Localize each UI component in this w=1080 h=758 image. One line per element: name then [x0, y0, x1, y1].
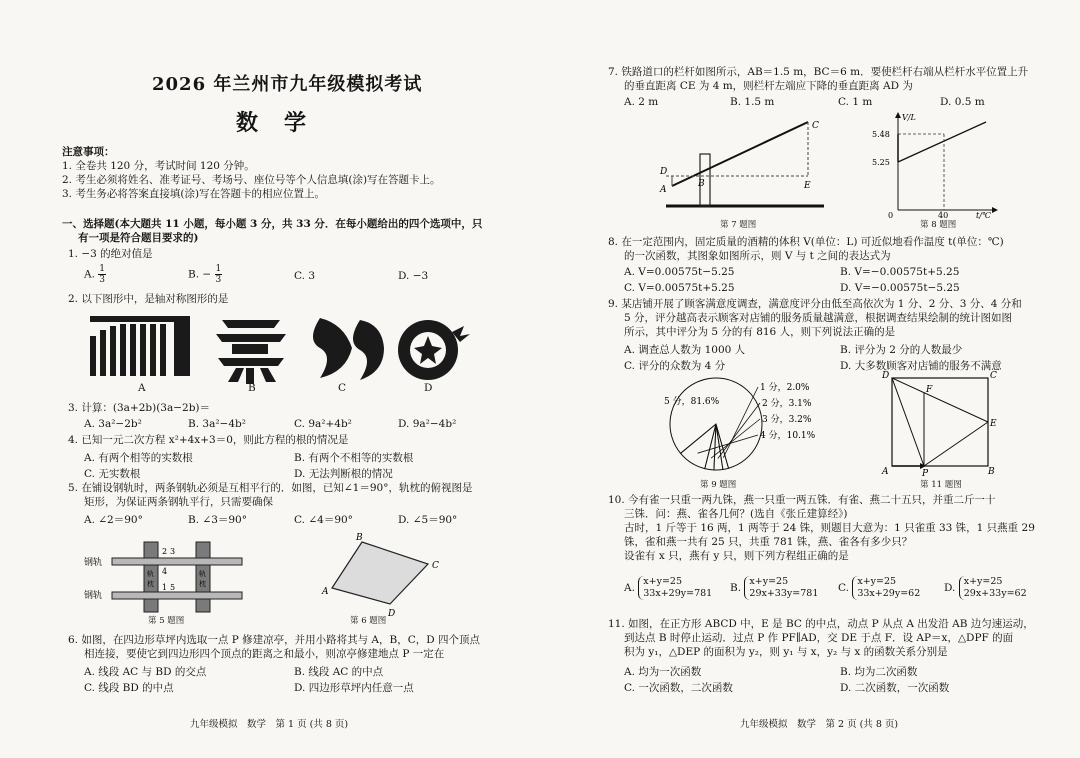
figure-8-caption: 第 8 题图 — [920, 220, 957, 230]
q3-option-d[interactable]: D. 9a²−4b² — [398, 418, 457, 430]
q3-option-b[interactable]: B. 3a²−4b² — [188, 418, 246, 430]
point-label: E — [804, 181, 811, 191]
q9-option-b[interactable]: B. 评分为 2 分的人数最少 — [840, 344, 963, 356]
q10-option-a[interactable]: A. x+y=25 33x+29y=781 — [624, 576, 713, 599]
question-6-stem: 6. 如图，在四边形草坪内选取一点 P 修建凉亭，并用小路将其与 A，B，C，D 四个顶点 — [68, 634, 481, 646]
x-axis-label: t/℃ — [976, 211, 991, 220]
exam-page-2 — [540, 0, 1080, 758]
q1-option-a[interactable]: A. $\frac{1}{3}$ — [84, 264, 105, 285]
sleeper-label: 枕 — [199, 580, 206, 588]
question-5-stem-cont: 矩形，为保证两条钢轨平行，只需要确保 — [84, 496, 273, 508]
section-heading: 一、选择题(本大题共 11 小题，每小题 3 分，共 33 分．在每小题给出的四个选项中，只 — [62, 218, 483, 230]
q6-option-d[interactable]: D. 四边形草坪内任意一点 — [294, 682, 414, 694]
vertex-label: P — [922, 469, 929, 478]
question-2-stem: 2. 以下图形中，是轴对称图形的是 — [68, 293, 229, 305]
point-label: C — [812, 121, 819, 131]
q2-figures — [84, 312, 474, 392]
q5-option-c[interactable]: C. ∠4＝90° — [294, 514, 353, 526]
question-9-stem-cont: 5 分，评分越高表示顾客对店铺的服务质量越满意，根据调查结果绘制的统计图如图 — [624, 312, 1013, 324]
question-4-stem: 4. 已知一元二次方程 x²+4x+3＝0，则此方程的根的情况是 — [68, 434, 349, 446]
figure-5-caption: 第 5 题图 — [148, 616, 185, 626]
q4-option-c[interactable]: C. 无实数根 — [84, 468, 141, 480]
pie-label: 2 分，3.1% — [762, 399, 812, 409]
q4-option-a[interactable]: A. 有两个相等的实数根 — [84, 452, 193, 464]
question-10-stem-cont: 三铢．问：燕、雀各几何？(选自《张丘建算经》) — [624, 508, 848, 520]
question-1-stem: 1. −3 的绝对值是 — [68, 248, 153, 260]
figure-c-swirl — [313, 318, 384, 380]
vertex-label: D — [882, 371, 890, 381]
rail-label: 钢轨 — [84, 558, 103, 568]
y-tick: 5.25 — [872, 158, 890, 167]
q4-option-b[interactable]: B. 有两个不相等的实数根 — [294, 452, 414, 464]
pie-label: 3 分，3.2% — [762, 415, 812, 425]
q6-option-a[interactable]: A. 线段 AC 与 BD 的交点 — [84, 666, 207, 678]
vertex-label: F — [926, 385, 933, 395]
vertex-label: D — [388, 609, 396, 619]
point-label: D — [660, 167, 668, 177]
question-7-stem-cont: 的垂直距离 CE 为 4 m，则栏杆左端应下降的垂直距离 AD 为 — [624, 80, 913, 92]
q1-option-c[interactable]: C. 3 — [294, 270, 316, 282]
exam-title: 2026 年兰州市九年级模拟考试 — [152, 74, 423, 95]
notice-item: 3. 考生务必将答案直接填(涂)写在答题卡的相应位置上。 — [62, 188, 326, 200]
figure-6-caption: 第 6 题图 — [350, 616, 387, 626]
q9-option-a[interactable]: A. 调查总人数为 1000 人 — [624, 344, 746, 356]
figure-b-emblem — [216, 320, 286, 384]
vertex-label: A — [322, 587, 329, 597]
figure-d-emblem — [398, 320, 470, 380]
section-heading-cont: 有一项是符合题目要求的) — [78, 232, 199, 244]
point-label: B — [698, 179, 705, 189]
question-11-stem-cont: 积为 y₁，△DEP 的面积为 y₂，则 y₁ 与 x，y₂ 与 x 的函数关系分别是 — [624, 646, 948, 658]
figure-11-square — [880, 368, 1000, 478]
question-11-stem-cont: 到达点 B 时停止运动．过点 P 作 PF∥AD，交 DE 于点 F．设 AP＝x，△DPF 的面 — [624, 632, 1014, 644]
page-footer: 九年级模拟 数学 第 2 页 (共 8 页) — [740, 719, 899, 730]
vertex-label: C — [990, 371, 997, 381]
q9-option-c[interactable]: C. 评分的众数为 4 分 — [624, 360, 726, 372]
pie-label: 4 分，10.1% — [760, 431, 816, 441]
sleeper-label: 轨 — [199, 570, 206, 578]
question-7-stem: 7. 铁路道口的栏杆如图所示，AB＝1.5 m，BC＝6 m．要使栏杆右端从栏杆水平位置上升 — [608, 66, 1029, 78]
question-8-stem: 8. 在一定范围内，固定质量的酒精的体积 V(单位：L) 可近似地看作温度 t(单位：℃) — [608, 236, 1004, 248]
sleeper-label: 轨 — [147, 570, 154, 578]
q6-option-c[interactable]: C. 线段 BD 的中点 — [84, 682, 174, 694]
vertex-label: B — [356, 533, 363, 543]
q7-option-a[interactable]: A. 2 m — [624, 96, 659, 108]
question-10-stem: 10. 今有雀一只重一两九铢，燕一只重一两五铢．有雀、燕二十五只，并重二斤一十 — [608, 494, 996, 506]
q1-option-b[interactable]: B. − $\frac{1}{3}$ — [188, 264, 222, 285]
pie-label: 5 分，81.6% — [664, 397, 720, 407]
equation-system: x+y=25 29x+33y=62 — [959, 576, 1027, 600]
notice-item: 1. 全卷共 120 分，考试时间 120 分钟。 — [62, 160, 255, 172]
figure-7-barrier — [658, 114, 828, 214]
figure-9-pie-chart — [658, 372, 858, 472]
question-6-stem-cont: 相连接，要使它到四边形四个顶点的距离之和最小，则凉亭修建地点 P 一定在 — [84, 648, 445, 660]
q2-option-a[interactable]: A — [138, 382, 146, 394]
q2-option-d[interactable]: D — [424, 382, 433, 394]
page-footer: 九年级模拟 数学 第 1 页 (共 8 页) — [190, 719, 349, 730]
q2-option-c[interactable]: C — [338, 382, 347, 394]
question-9-stem-cont: 所示，其中评分为 5 分的有 816 人，则下列说法正确的是 — [624, 326, 896, 338]
q4-option-d[interactable]: D. 无法判断根的情况 — [294, 468, 393, 480]
q7-option-b[interactable]: B. 1.5 m — [730, 96, 775, 108]
angle-label: 1 — [162, 583, 168, 592]
q8-option-a[interactable]: A. V=0.00575t−5.25 — [624, 266, 735, 278]
q8-option-d[interactable]: D. V=−0.00575t−5.25 — [840, 282, 960, 294]
q9-option-d[interactable]: D. 大多数顾客对店铺的服务不满意 — [840, 360, 1002, 372]
angle-label: 2 — [162, 547, 168, 556]
q7-option-d[interactable]: D. 0.5 m — [940, 96, 985, 108]
q5-option-a[interactable]: A. ∠2＝90° — [84, 514, 143, 526]
q5-option-b[interactable]: B. ∠3＝90° — [188, 514, 247, 526]
equation-system: x+y=25 33x+29y=62 — [852, 576, 920, 600]
angle-label: 4 — [162, 567, 168, 576]
angle-label: 5 — [170, 583, 176, 592]
question-8-stem-cont: 的一次函数，其图象如图所示，则 V 与 t 之间的表达式为 — [624, 250, 891, 262]
question-10-stem-cont: 设雀有 x 只，燕有 y 只，则下列方程组正确的是 — [624, 550, 849, 562]
y-tick: 5.48 — [872, 130, 890, 139]
sleeper-label: 枕 — [147, 580, 154, 588]
q11-option-c[interactable]: C. 一次函数，二次函数 — [624, 682, 733, 694]
point-label: A — [660, 185, 667, 195]
question-10-stem-cont: 古时，1 斤等于 16 两，1 两等于 24 铢，则题目大意为：1 只雀重 33 铢，1 只燕重 29 — [624, 522, 1035, 534]
q10-option-c[interactable]: C. x+y=25 33x+29y=62 — [838, 576, 921, 599]
q8-option-b[interactable]: B. V=−0.00575t+5.25 — [840, 266, 960, 278]
figure-9-caption: 第 9 题图 — [700, 480, 737, 490]
fraction: $\frac{1}{3}$ — [99, 264, 105, 285]
vertex-label: B — [988, 467, 995, 477]
rail-label: 钢轨 — [84, 591, 103, 601]
figure-a-building — [90, 316, 190, 376]
q10-option-b[interactable]: B. x+y=25 29x+33y=781 — [730, 576, 819, 599]
notice-heading: 注意事项： — [62, 146, 115, 158]
vertex-label: C — [432, 561, 439, 571]
question-3-stem: 3. 计算：(3a+2b)(3a−2b)＝ — [68, 402, 211, 414]
pie-label: 1 分，2.0% — [760, 383, 810, 393]
q3-option-c[interactable]: C. 9a²+4b² — [294, 418, 352, 430]
angle-label: 3 — [170, 547, 176, 556]
question-10-stem-cont: 铢，雀和燕一共有 25 只，共重 781 铢，燕、雀各有多少只？ — [624, 536, 913, 548]
q5-option-d[interactable]: D. ∠5＝90° — [398, 514, 458, 526]
question-11-stem: 11. 如图，在正方形 ABCD 中，E 是 BC 的中点，动点 P 从点 A 出发沿 AB 边匀速运动， — [608, 618, 1034, 630]
q7-option-c[interactable]: C. 1 m — [838, 96, 873, 108]
q2-option-b[interactable]: B — [248, 382, 256, 394]
question-5-stem: 5. 在铺设钢轨时，两条钢轨必须是互相平行的．如图，已知∠1＝90°，轨枕的俯视图是 — [68, 482, 473, 494]
q11-option-d[interactable]: D. 二次函数，一次函数 — [840, 682, 950, 694]
x-tick: 40 — [938, 211, 949, 220]
q10-option-d[interactable]: D. x+y=25 29x+33y=62 — [944, 576, 1027, 599]
fraction: $\frac{1}{3}$ — [215, 264, 222, 285]
q1-option-d[interactable]: D. −3 — [398, 270, 429, 282]
notice-item: 2. 考生必须将姓名、准考证号、考场号、座位号等个人信息填(涂)写在答题卡上。 — [62, 174, 441, 186]
subject-heading: 数学 — [236, 110, 333, 136]
question-9-stem: 9. 某店铺开展了顾客满意度调查，满意度评分由低至高依次为 1 分、2 分、3 分、4 分和 — [608, 298, 1022, 310]
q6-option-b[interactable]: B. 线段 AC 的中点 — [294, 666, 384, 678]
q11-option-b[interactable]: B. 均为二次函数 — [840, 666, 918, 678]
figure-8-graph — [868, 110, 998, 220]
equation-system: x+y=25 33x+29y=781 — [638, 576, 712, 600]
figure-6-quadrilateral — [310, 530, 450, 620]
q3-option-a[interactable]: A. 3a²−2b² — [84, 418, 142, 430]
equation-system: x+y=25 29x+33y=781 — [744, 576, 818, 600]
origin-label: 0 — [888, 211, 894, 220]
q11-option-a[interactable]: A. 均为一次函数 — [624, 666, 702, 678]
vertex-label: A — [882, 467, 889, 477]
q8-option-c[interactable]: C. V=0.00575t+5.25 — [624, 282, 735, 294]
figure-7-caption: 第 7 题图 — [720, 220, 757, 230]
y-axis-label: V/L — [902, 113, 916, 122]
figure-11-caption: 第 11 题图 — [920, 480, 962, 490]
vertex-label: E — [990, 419, 997, 429]
